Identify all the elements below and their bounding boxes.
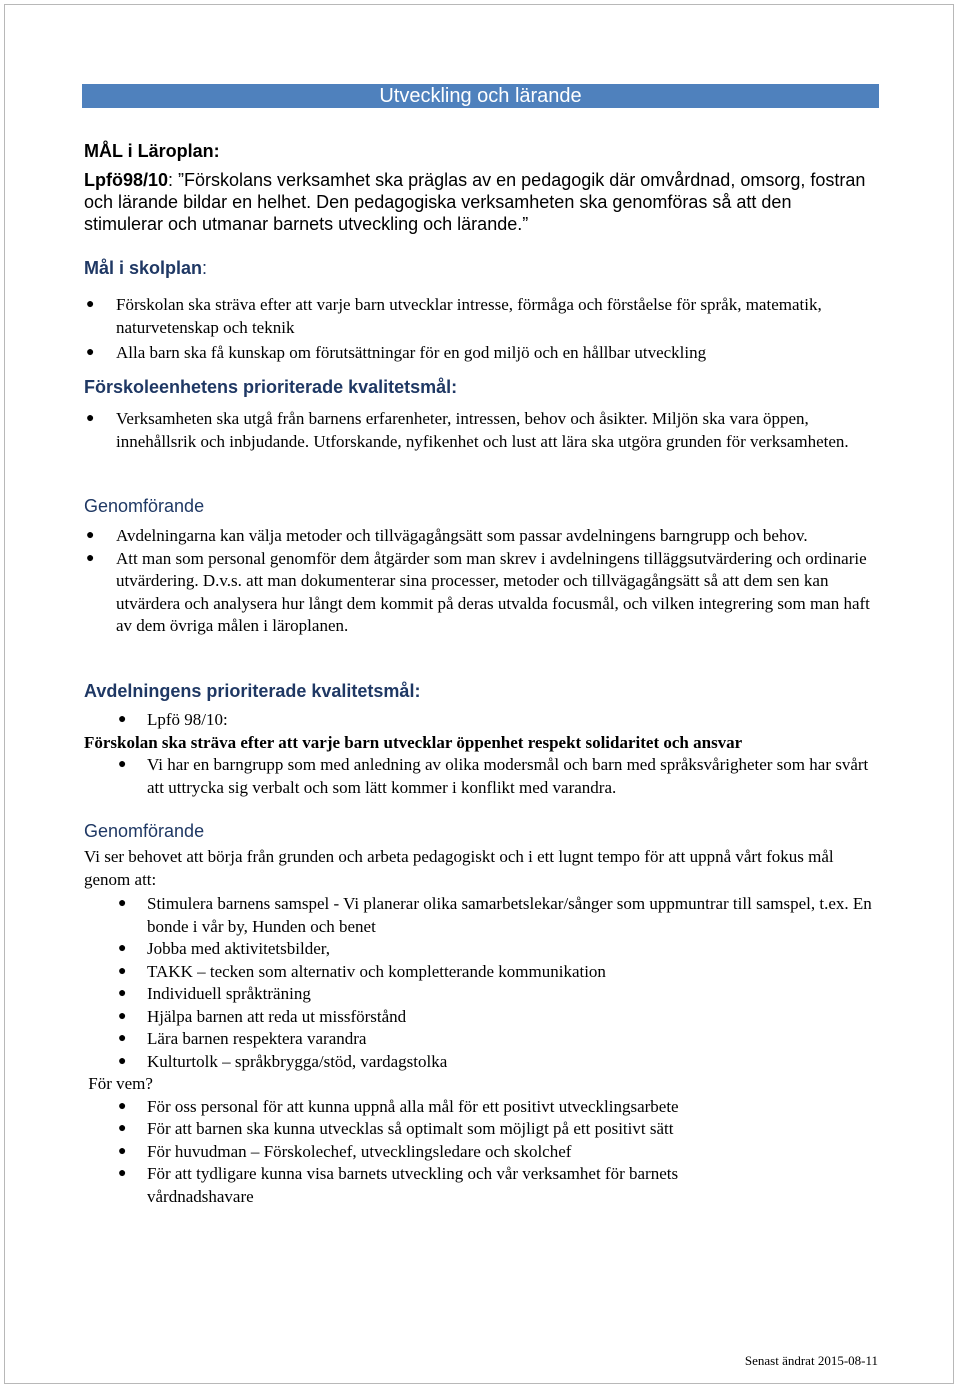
genomforande-list-1: [84, 525, 874, 638]
for-vem-label: För vem?: [84, 1074, 153, 1093]
list-item: ● TAKK – tecken som alternativ och kompletterande kommunikation: [84, 961, 874, 984]
page-title: Utveckling och lärande: [82, 84, 879, 108]
mal-laroplan-text: [84, 169, 874, 235]
mal-skolplan-colon: :: [202, 258, 208, 278]
list-item: ● Alla barn ska få kunskap om förutsättningar för en god miljö och en hållbar utveckling: [84, 342, 874, 365]
lpfo-label: Lpfö98/10: [84, 170, 169, 190]
avdelningens-section: [84, 681, 874, 799]
list-item: ● För att tydligare kunna visa barnets utveckling och vår verksamhet för barnets vårdnadshavare: [118, 1164, 679, 1206]
genomforande-section-2: [84, 821, 874, 1208]
mal-skolplan-list: [84, 294, 874, 365]
bullet-icon: ●: [118, 1121, 127, 1136]
mal-skolplan-heading: [84, 258, 874, 279]
avdelningens-lpfo-list: [84, 709, 874, 732]
forskoleenheten-list: [84, 408, 874, 453]
list-item: ● Att man som personal genomför dem åtgärder som man skrev i avdelningens tilläggsutvärdering och ordinarie utvärdering. D.v.s. att man dokumenterar sina processer, metoder och tillvägagångsätt så att dem sen kan utvärdera och analysera hur långt dem kommit på deras utvalda focusmål, och vilken integrering som man haft av dem övriga målen i läroplanen.: [86, 548, 870, 635]
avdelningens-list: [84, 754, 874, 799]
bullet-icon: ●: [118, 1031, 127, 1046]
list-item: ● För huvudman – Förskolechef, utvecklingsledare och skolchef: [84, 1141, 724, 1164]
list-item: ● Jobba med aktivitetsbilder,: [84, 938, 874, 961]
avdelningens-goal: Förskolan ska sträva efter att varje barn utvecklar öppenhet respekt solidaritet och ansvar: [84, 732, 743, 752]
list-item: ● Förskolan ska sträva efter att varje barn utvecklar intresse, förmåga och förståelse för språk, matematik, naturvetenskap och teknik: [86, 295, 822, 337]
list-item: ● Stimulera barnens samspel - Vi planerar olika samarbetslekar/sånger som uppmuntrar till samspel, t.ex. En bonde i vår by, Hunden och benet: [118, 894, 872, 936]
bullet-icon: ●: [118, 1008, 127, 1024]
list-item: ● För oss personal för att kunna uppnå alla mål för ett positivt utvecklingsarbete: [84, 1096, 724, 1119]
for-vem-list: [84, 1096, 724, 1209]
list-item: ● Vi har en barngrupp som med anledning av olika modersmål och barn med språksvårigheter som har svårt att uttrycka sig verbalt och som lätt kommer i konflikt med varandra.: [118, 755, 869, 797]
last-modified-footer: Senast ändrat 2015-08-11: [744, 1353, 878, 1368]
bullet-icon: ●: [118, 896, 127, 911]
mal-laroplan-section: [84, 141, 874, 235]
bullet-icon: ●: [118, 712, 127, 727]
bullet-icon: ●: [118, 1143, 127, 1159]
genomforande-section-1: [84, 496, 874, 638]
bullet-icon: ●: [86, 550, 95, 566]
list-item: ● Lpfö 98/10:: [84, 709, 874, 732]
forskoleenheten-section: [84, 377, 874, 453]
list-item: ● Hjälpa barnen att reda ut missförstånd: [84, 1006, 874, 1029]
avdelningens-heading: Avdelningens prioriterade kvalitetsmål:: [84, 681, 421, 701]
list-item: ● För att barnen ska kunna utvecklas så optimalt som möjligt på ett positivt sätt: [84, 1118, 724, 1141]
genomforande-heading-2: Genomförande: [84, 821, 205, 841]
bullet-icon: ●: [118, 1053, 127, 1069]
bullet-icon: ●: [118, 986, 127, 1001]
bullet-icon: ●: [118, 941, 127, 956]
list-item: ● Avdelningarna kan välja metoder och tillvägagångsätt som passar avdelningens barngrupp och behov.: [84, 525, 874, 548]
genomforande-list-2: [84, 893, 874, 1073]
genomforande-intro: Vi ser behovet att börja från grunden och arbeta pedagogiskt och i ett lugnt tempo för att uppnå vårt fokus mål genom att:: [84, 847, 834, 889]
bullet-icon: ●: [118, 1166, 127, 1181]
mal-laroplan-quote: : ”Förskolans verksamhet ska präglas av en pedagogik där omvårdnad, omsorg, fostran och lärande bildar en helhet. Den pedagogiska verksamheten ska genomföras så att den stimulerar och utmanar barnets utveckling och lärande.”: [84, 170, 866, 234]
list-item: ● Individuell språkträning: [84, 983, 874, 1006]
bullet-icon: ●: [118, 757, 127, 772]
bullet-icon: ●: [86, 411, 95, 426]
bullet-icon: ●: [118, 963, 127, 979]
mal-skolplan-heading-text: Mål i skolplan: [84, 258, 203, 278]
bullet-icon: ●: [86, 345, 95, 360]
mal-skolplan-section: [84, 258, 874, 365]
bullet-icon: ●: [86, 297, 95, 312]
forskoleenheten-heading: Förskoleenhetens prioriterade kvalitetsmål:: [84, 377, 458, 397]
bullet-icon: ●: [86, 528, 95, 543]
bullet-icon: ●: [118, 1098, 127, 1114]
list-item: ● Lära barnen respektera varandra: [84, 1028, 874, 1051]
list-item: ● Verksamheten ska utgå från barnens erfarenheter, intressen, behov och åsikter. Miljön ska vara öppen, innehållsrik och inbjudande. Utforskande, nyfikenhet och lust att lära ska utgöra grunden för verksamheten.: [86, 409, 849, 451]
genomforande-heading-1: Genomförande: [84, 496, 205, 516]
list-item: ● Kulturtolk – språkbrygga/stöd, vardagstolka: [84, 1051, 874, 1074]
mal-laroplan-heading: MÅL i Läroplan:: [84, 141, 220, 161]
